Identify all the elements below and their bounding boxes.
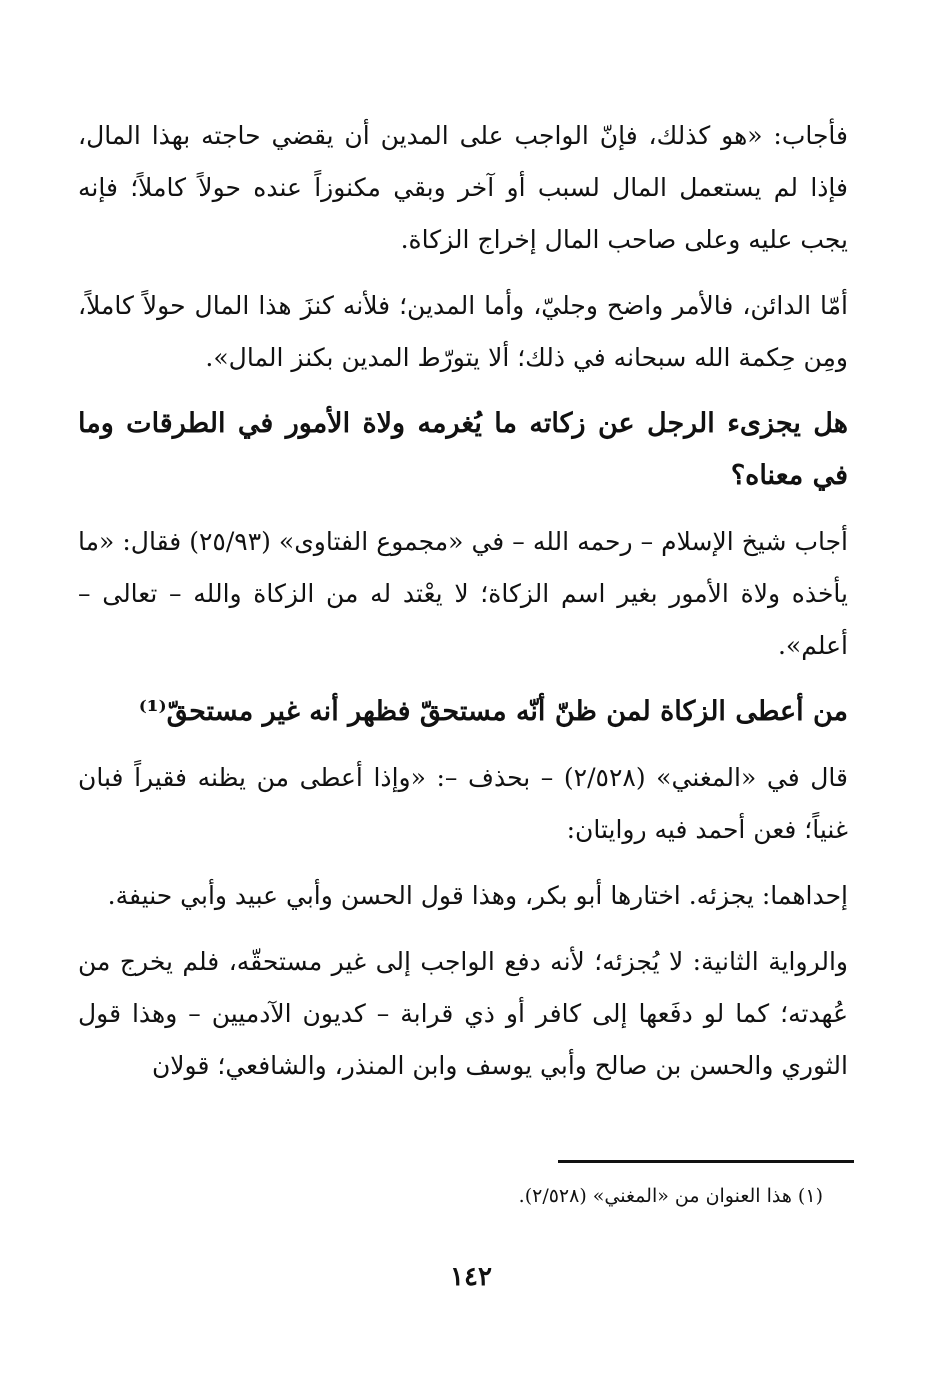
page-body [78,110,848,1106]
section-heading-wrong-recipient: من أعطى الزكاة لمن ظنّ أنّه مستحقّ فظهر أنه غير مستحقّ⁽¹⁾ [138,696,848,727]
footnote: (١) هذا العنوان من «المغني» (٢/٥٢٨). [518,1185,823,1207]
fatwa-paragraph: أجاب شيخ الإسلام – رحمه الله – في «مجموع الفتاوى» (٢٥/٩٣) فقال: «ما يأخذه ولاة الأمور بغير اسم الزكاة؛ لا يعْتد له من الزكاة والله – تعالى – أعلم». [78,527,848,660]
second-narration-paragraph: والرواية الثانية: لا يُجزئه؛ لأنه دفع الواجب إلى غير مستحقّه، فلم يخرج من عُهدته؛ كما لو دفَعها إلى كافر أو ذي قرابة – كديون الآدميين – وهذا قول الثوري والحسن بن صالح وأبي يوسف وابن المنذر، والشافعي؛ قولان [78,947,848,1080]
section-heading-rulers-fees: هل يجزىء الرجل عن زكاته ما يُغرمه ولاة الأمور في الطرقات وما في معناه؟ [78,408,848,491]
first-narration-paragraph: إحداهما: يجزئه. اختارها أبو بكر، وهذا قول الحسن وأبي عبيد وأبي حنيفة. [107,881,848,910]
footnote-divider [558,1160,854,1163]
mughni-quote-paragraph: قال في «المغني» (٢/٥٢٨) – بحذف –: «وإذا أعطى من يظنه فقيراً فبان غنياً؛ فعن أحمد فيه روايتان: [78,763,848,844]
creditor-paragraph: أمّا الدائن، فالأمر واضح وجليّ، وأما المدين؛ فلأنه كنزَ هذا المال حولاً كاملاً، ومِن حِكمة الله سبحانه في ذلك؛ ألا يتورّط المدين بكنز المال». [78,291,848,372]
page-number: ١٤٢ [450,1262,492,1292]
answer-paragraph: فأجاب: «هو كذلك، فإنّ الواجب على المدين أن يقضي حاجته بهذا المال، فإذا لم يستعمل المال لسبب أو آخر وبقي مكنوزاً عنده حولاً كاملاً؛ فإنه يجب عليه وعلى صاحب المال إخراج الزكاة. [78,121,848,254]
